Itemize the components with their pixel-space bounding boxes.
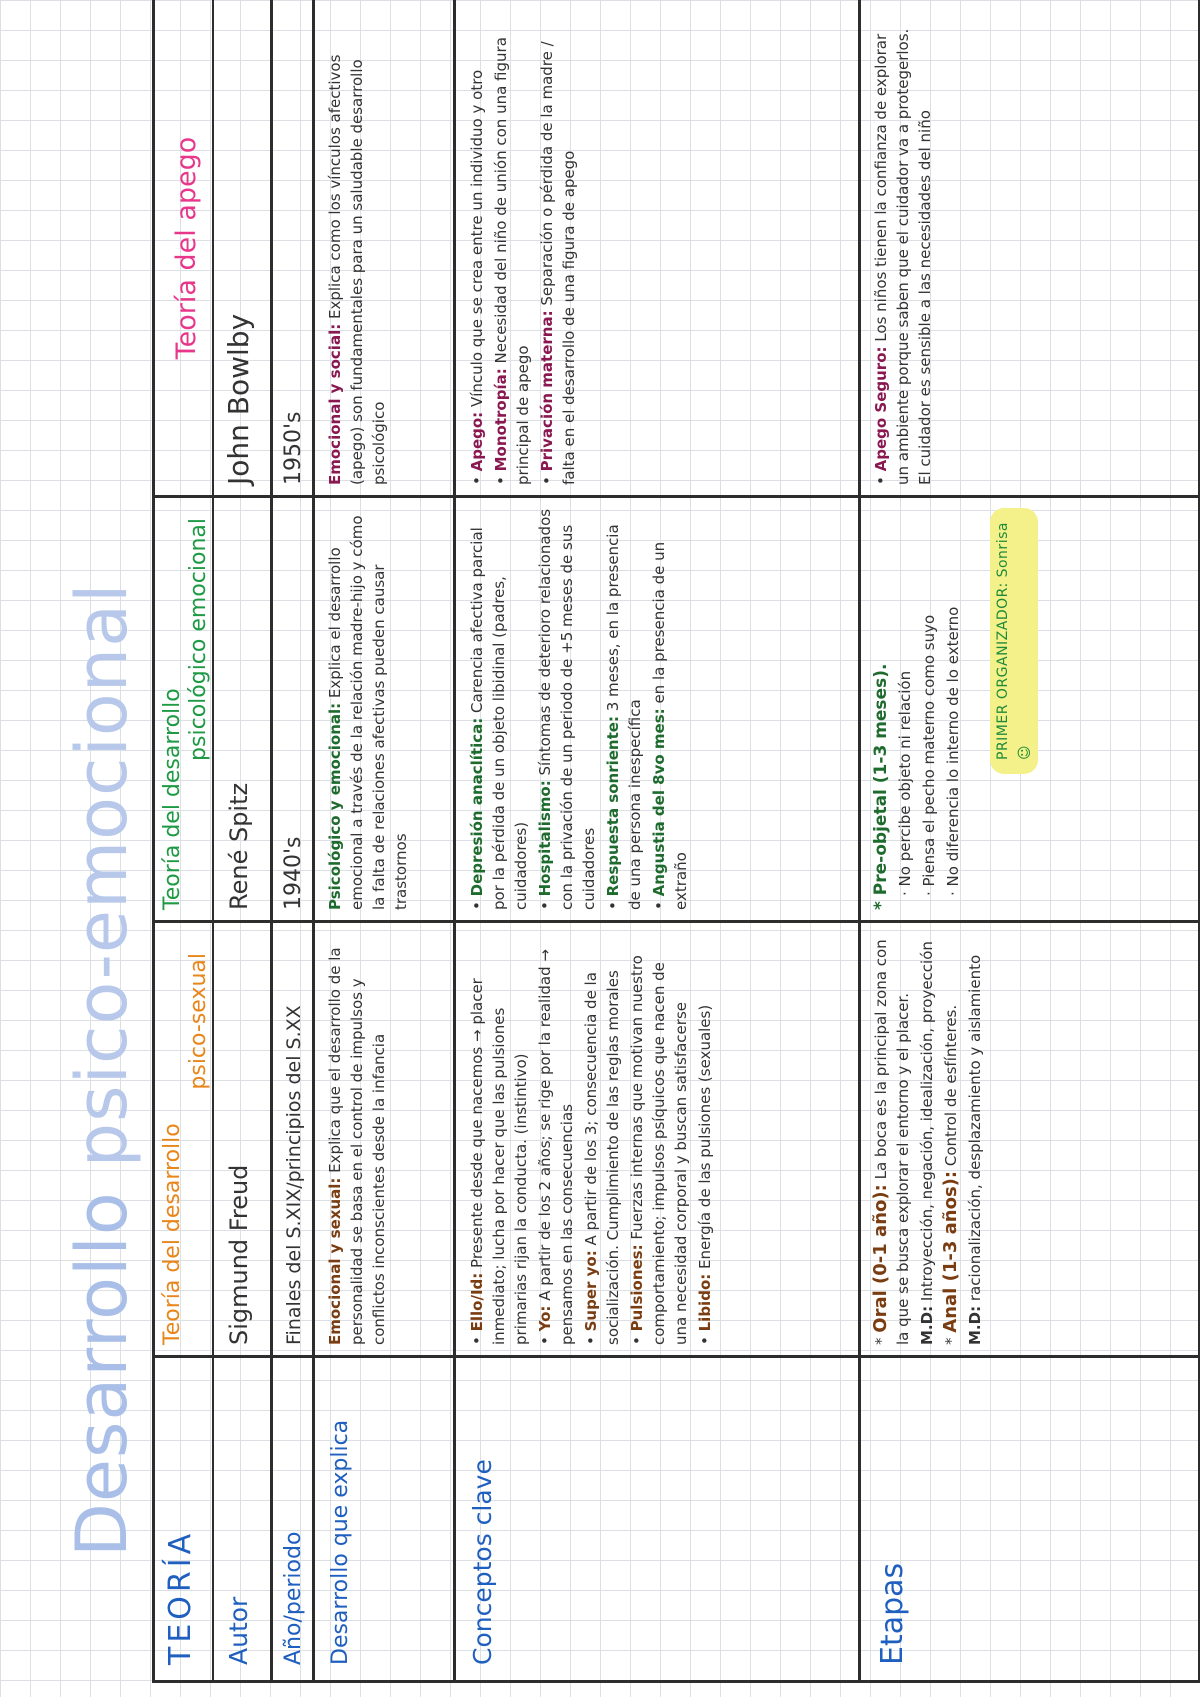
col-spitz-conceptos (460, 500, 856, 918)
concept-item: • Pulsiones: Fuerzas internas que motivan nuestro comportamiento; impulsos psíquicos que nacen de una necesidad corporal y buscan satisfacerse (628, 955, 690, 1345)
col-freud-header (154, 925, 212, 1353)
col-freud-conceptos (460, 925, 856, 1353)
concept-item: • Respuesta sonriente: 3 meses, en la presencia de una persona inespecífica (604, 524, 644, 910)
row-label-periodo: Año/periodo (281, 1531, 306, 1665)
header-line2: psicológico emocional (186, 518, 211, 761)
concept-text: Fuerzas internas que motivan nuestro comportamiento; impulsos psíquicos que nacen de una necesidad corporal y buscan satisfacerse (628, 955, 690, 1345)
stage-item (916, 933, 938, 1345)
col-freud-etapas (864, 925, 1196, 1353)
col-bowlby-conceptos (460, 3, 856, 493)
concept-item: • Depresión anaclítica: Carencia afectiva parcial por la pérdida de un objeto libidinal (padres, cuidadores) (468, 527, 530, 910)
stage-text: No diferencia lo interno de lo externo (944, 606, 962, 887)
concept-item: • Apego: Vínculo que se crea entre un individuo y otro (468, 69, 486, 485)
stage-key: Anal (1-3 años): (940, 1170, 961, 1333)
col-bowlby-header (154, 3, 212, 493)
primer-organizador-badge: PRIMER ORGANIZADOR: Sonrisa ☺ (990, 508, 1038, 774)
row-rule (270, 0, 273, 1683)
col-bowlby-autor: John Bowlby (222, 313, 255, 485)
col-rule (152, 920, 1200, 923)
concept-text: Presente desde que nacemos → placer inmediato; lucha por hacer que las pulsiones primarias rijan la conducta. (instintivo) (468, 978, 530, 1345)
concept-item: • Super yo: A partir de los 3; consecuencia de la socialización. Cumplimiento de las reglas morales (582, 970, 622, 1345)
concept-item: • Libido: Energía de las pulsiones (sexuales) (696, 1004, 714, 1345)
concept-text: Carencia afectiva parcial por la pérdida de un objeto libidinal (padres, cuidadores) (468, 527, 530, 910)
row-rule (453, 0, 456, 1683)
header-line1: Teoría del desarrollo (160, 1123, 185, 1345)
stage-item: · No diferencia lo interno de lo externo (944, 606, 962, 896)
row-label-teoria: TEORÍA (163, 1529, 198, 1665)
row-label-desarrollo: Desarrollo que explica (328, 1419, 353, 1665)
desarrollo-text: Explica que el desarrollo de la personalidad se basa en el control de impulsos y conflictos inconscientes desde la infancia (326, 947, 388, 1345)
concept-key: Pulsiones: (628, 1244, 646, 1332)
concept-key: Depresión anaclítica: (468, 717, 486, 897)
row-rule (858, 0, 861, 1683)
concept-key: Hospitalismo: (536, 780, 554, 897)
concept-item: • Monotropía: Necesidad del niño de unión con una figura principal de apego (492, 37, 532, 485)
stage-text: La boca es la principal zona con la que se busca explorar el entorno y el placer. (872, 939, 912, 1345)
badge-wrap (990, 508, 1038, 910)
col-spitz-periodo: 1940's (281, 836, 306, 910)
col-rule (152, 1680, 1200, 1683)
stage-item: • Apego Seguro: Los niños tienen la confianza de explorar un ambiente porque saben que el cuidador va a protegerlos. El cuidador es sensible a las necesidades del niño (872, 28, 934, 485)
concept-item: • Ello/Id: Presente desde que nacemos → placer inmediato; lucha por hacer que las pulsiones primarias rijan la conducta. (instintivo) (468, 978, 530, 1345)
col-spitz-etapas (864, 500, 1196, 918)
concept-key: Libido: (696, 1273, 714, 1332)
concept-text: A partir de los 3; consecuencia de la socialización. Cumplimiento de las reglas morales (582, 970, 622, 1345)
concept-key: Angustia del 8vo mes: (650, 708, 668, 897)
row-label-etapas: Etapas (875, 1562, 910, 1665)
concept-key: Super yo: (582, 1250, 600, 1332)
col-bowlby-periodo: 1950's (281, 411, 306, 485)
stage-item: * Anal (1-3 años): Control de esfínteres. (940, 1004, 961, 1345)
col-rule (152, 1355, 1200, 1358)
col-rule (152, 495, 1200, 498)
col-freud-periodo: Finales del S.XIX/principios del S.XX (283, 1005, 305, 1345)
col-spitz-header (154, 500, 212, 918)
col-spitz-autor: René Spitz (225, 782, 253, 910)
concept-key: Respuesta sonriente: (604, 716, 622, 897)
col-spitz-desarrollo (318, 500, 452, 918)
page-title (60, 57, 144, 1557)
concept-key: Yo: (536, 1305, 554, 1332)
stage-text: Control de esfínteres. (942, 1004, 960, 1167)
stage-text: Introyección, negación, idealización, proyección (918, 941, 936, 1302)
stage-text: Los niños tienen la confianza de explorar un ambiente porque saben que el cuidador va a protegerlos. El cuidador es sensible a las necesidades del niño (872, 28, 934, 485)
concept-key: Privación materna: (538, 310, 556, 472)
concept-text: Necesidad del niño de unión con una figura principal de apego (492, 37, 532, 485)
stage-item: · No percibe objeto ni relación (896, 670, 914, 896)
concept-text: en la presencia de un extraño (650, 541, 690, 910)
row-label-conceptos: Conceptos clave (468, 1459, 497, 1665)
col-bowlby-desarrollo (318, 3, 452, 493)
stage-key: Oral (0-1 año): (870, 1184, 891, 1333)
concept-text: A partir de los 2 años; se rige por la realidad → pensamos en las consecuencias (536, 949, 576, 1345)
stage-key: Apego Seguro: (872, 346, 890, 472)
row-rule (312, 0, 315, 1683)
concept-item: • Hospitalismo: Síntomas de deterioro relacionados con la privación de un periodo de +5 meses de sus cuidadores (536, 508, 598, 910)
stage-key: M.D: (966, 1305, 984, 1345)
desarrollo-key: Emocional y social: (326, 323, 344, 485)
header-line1: Teoría del desarrollo (160, 688, 185, 910)
col-freud-desarrollo (318, 925, 452, 1353)
col-freud-autor: Sigmund Freud (225, 1164, 253, 1345)
stage-text: Piensa el pecho materno como suyo (920, 614, 938, 887)
stage-key: M.D: (918, 1305, 936, 1345)
comparison-table (152, 0, 1200, 1683)
concept-text: Energía de las pulsiones (sexuales) (696, 1004, 714, 1269)
concept-item: • Yo: A partir de los 2 años; se rige por la realidad → pensamos en las consecuencias (536, 949, 576, 1345)
concept-text: Separación o pérdida de la madre / falta en el desarrollo de una figura de apego (538, 41, 578, 485)
title-part1: Desarrollo (61, 1191, 143, 1557)
stage-item: * Oral (0-1 año): La boca es la principal zona con la que se busca explorar el entorno y el placer. (870, 939, 912, 1345)
concept-item: • Privación materna: Separación o pérdida de la madre / falta en el desarrollo de una figura de apego (538, 41, 578, 485)
concept-key: Monotropía: (492, 368, 510, 472)
concept-text: Síntomas de deterioro relacionados con la privación de un periodo de +5 meses de sus cuidadores (536, 508, 598, 910)
concept-item: • Angustia del 8vo mes: en la presencia de un extraño (650, 541, 690, 910)
desarrollo-text: Explica como los vínculos afectivos (apego) son fundamentales para un saludable desarrollo psicológico (326, 54, 388, 485)
stage-title: * Pre-objetal (1-3 meses). (871, 663, 891, 910)
header-line1: Teoría del apego (171, 136, 202, 360)
concept-text: 3 meses, en la presencia de una persona inespecífica (604, 524, 644, 910)
col-bowlby-etapas (864, 3, 1196, 493)
row-label-autor: Autor (224, 1596, 253, 1665)
stage-title-text: Pre-objetal (1-3 meses). (871, 663, 891, 896)
stage-item: · Piensa el pecho materno como suyo (920, 614, 938, 896)
concept-text: Vínculo que se crea entre un individuo y otro (468, 69, 486, 408)
desarrollo-key: Emocional y sexual: (326, 1177, 344, 1345)
stage-text: No percibe objeto ni relación (896, 670, 914, 887)
concept-key: Apego: (468, 411, 486, 472)
row-rule (212, 0, 214, 1683)
desarrollo-key: Psicológico y emocional: (326, 702, 344, 910)
title-part2: psico-emocional (61, 582, 143, 1168)
stage-text: racionalización, desplazamiento y aislamiento (966, 954, 984, 1302)
stage-item (964, 933, 986, 1345)
header-line2: psico-sexual (186, 953, 211, 1090)
concept-key: Ello/Id: (468, 1272, 486, 1332)
desarrollo-text: Explica el desarrollo emocional a través de la relación madre-hijo y cómo la falta de relaciones afectivas pueden causar trastornos (326, 515, 410, 910)
